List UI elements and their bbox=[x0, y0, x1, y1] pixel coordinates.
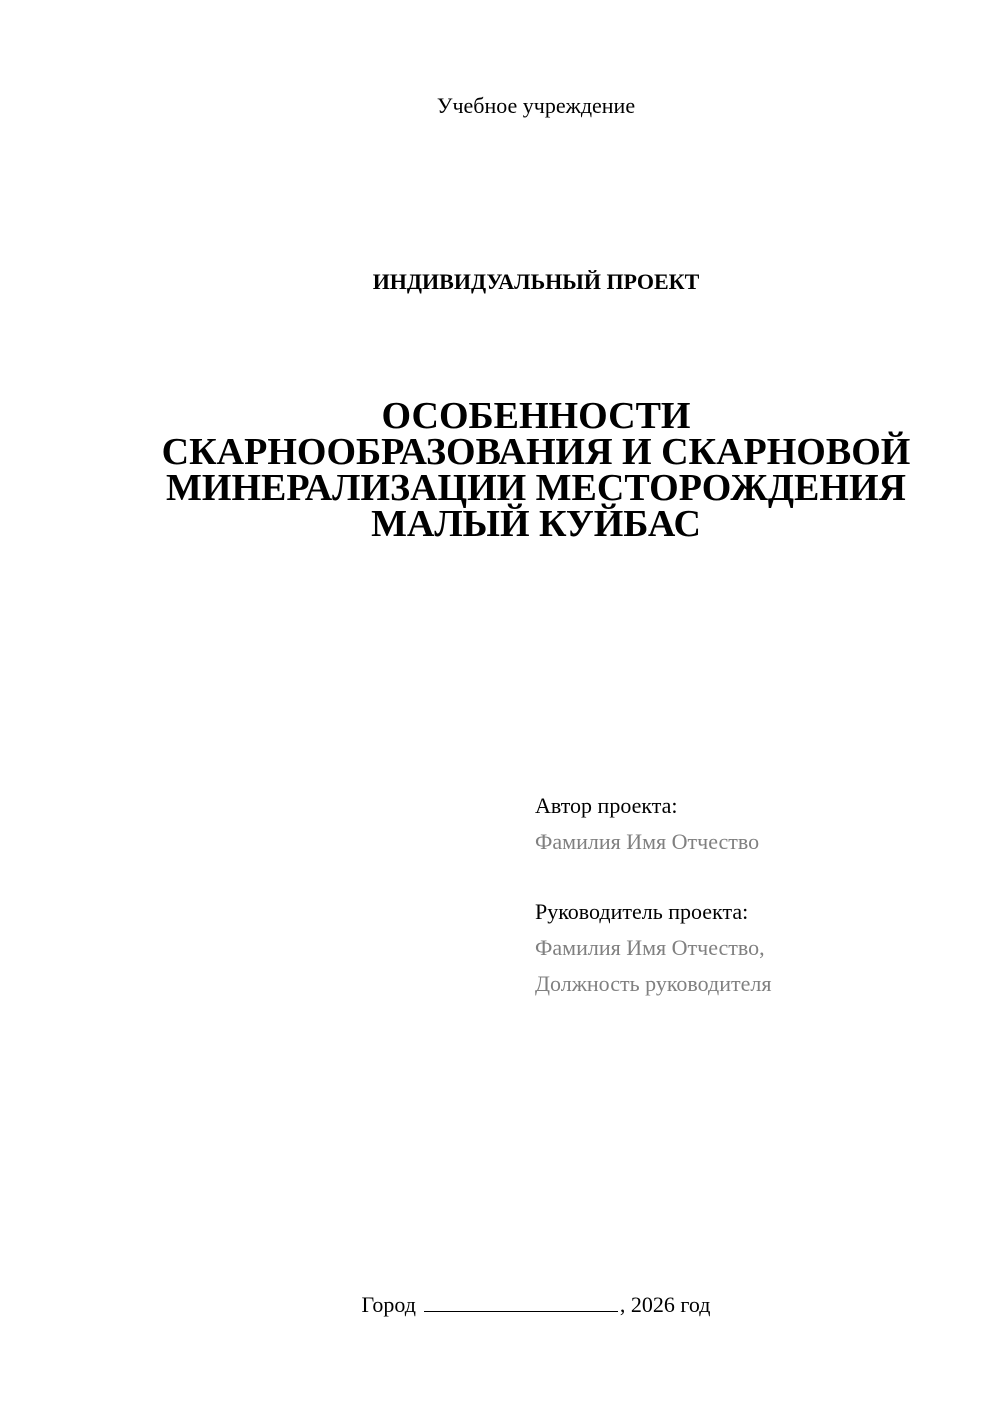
author-name-placeholder: Фамилия Имя Отчество bbox=[535, 829, 760, 854]
project-title-line-3: МИНЕРАЛИЗАЦИИ МЕСТОРОЖДЕНИЯ bbox=[166, 467, 906, 509]
city-year-footer bbox=[0, 1290, 1000, 1320]
project-title-line-4: МАЛЫЙ КУЙБАС bbox=[371, 503, 701, 545]
supervisor-label: Руководитель проекта: bbox=[535, 899, 749, 924]
city-blank-line bbox=[424, 1291, 618, 1312]
project-title-line-1: ОСОБЕННОСТИ bbox=[381, 395, 691, 437]
supervisor-name-placeholder: Фамилия Имя Отчество, bbox=[535, 935, 765, 960]
project-title-line-2: СКАРНООБРАЗОВАНИЯ И СКАРНОВОЙ bbox=[161, 431, 911, 473]
supervisor-position-placeholder: Должность руководителя bbox=[535, 971, 772, 996]
credits-block bbox=[535, 788, 965, 1002]
project-title bbox=[120, 395, 952, 545]
institution-name: Учебное учреждение bbox=[436, 93, 636, 118]
year-text: , 2026 год bbox=[619, 1292, 711, 1317]
credits-spacer bbox=[535, 860, 965, 894]
city-label: Город bbox=[361, 1292, 416, 1317]
author-label: Автор проекта: bbox=[535, 793, 678, 818]
project-type-heading: ИНДИВИДУАЛЬНЫЙ ПРОЕКТ bbox=[372, 269, 700, 294]
